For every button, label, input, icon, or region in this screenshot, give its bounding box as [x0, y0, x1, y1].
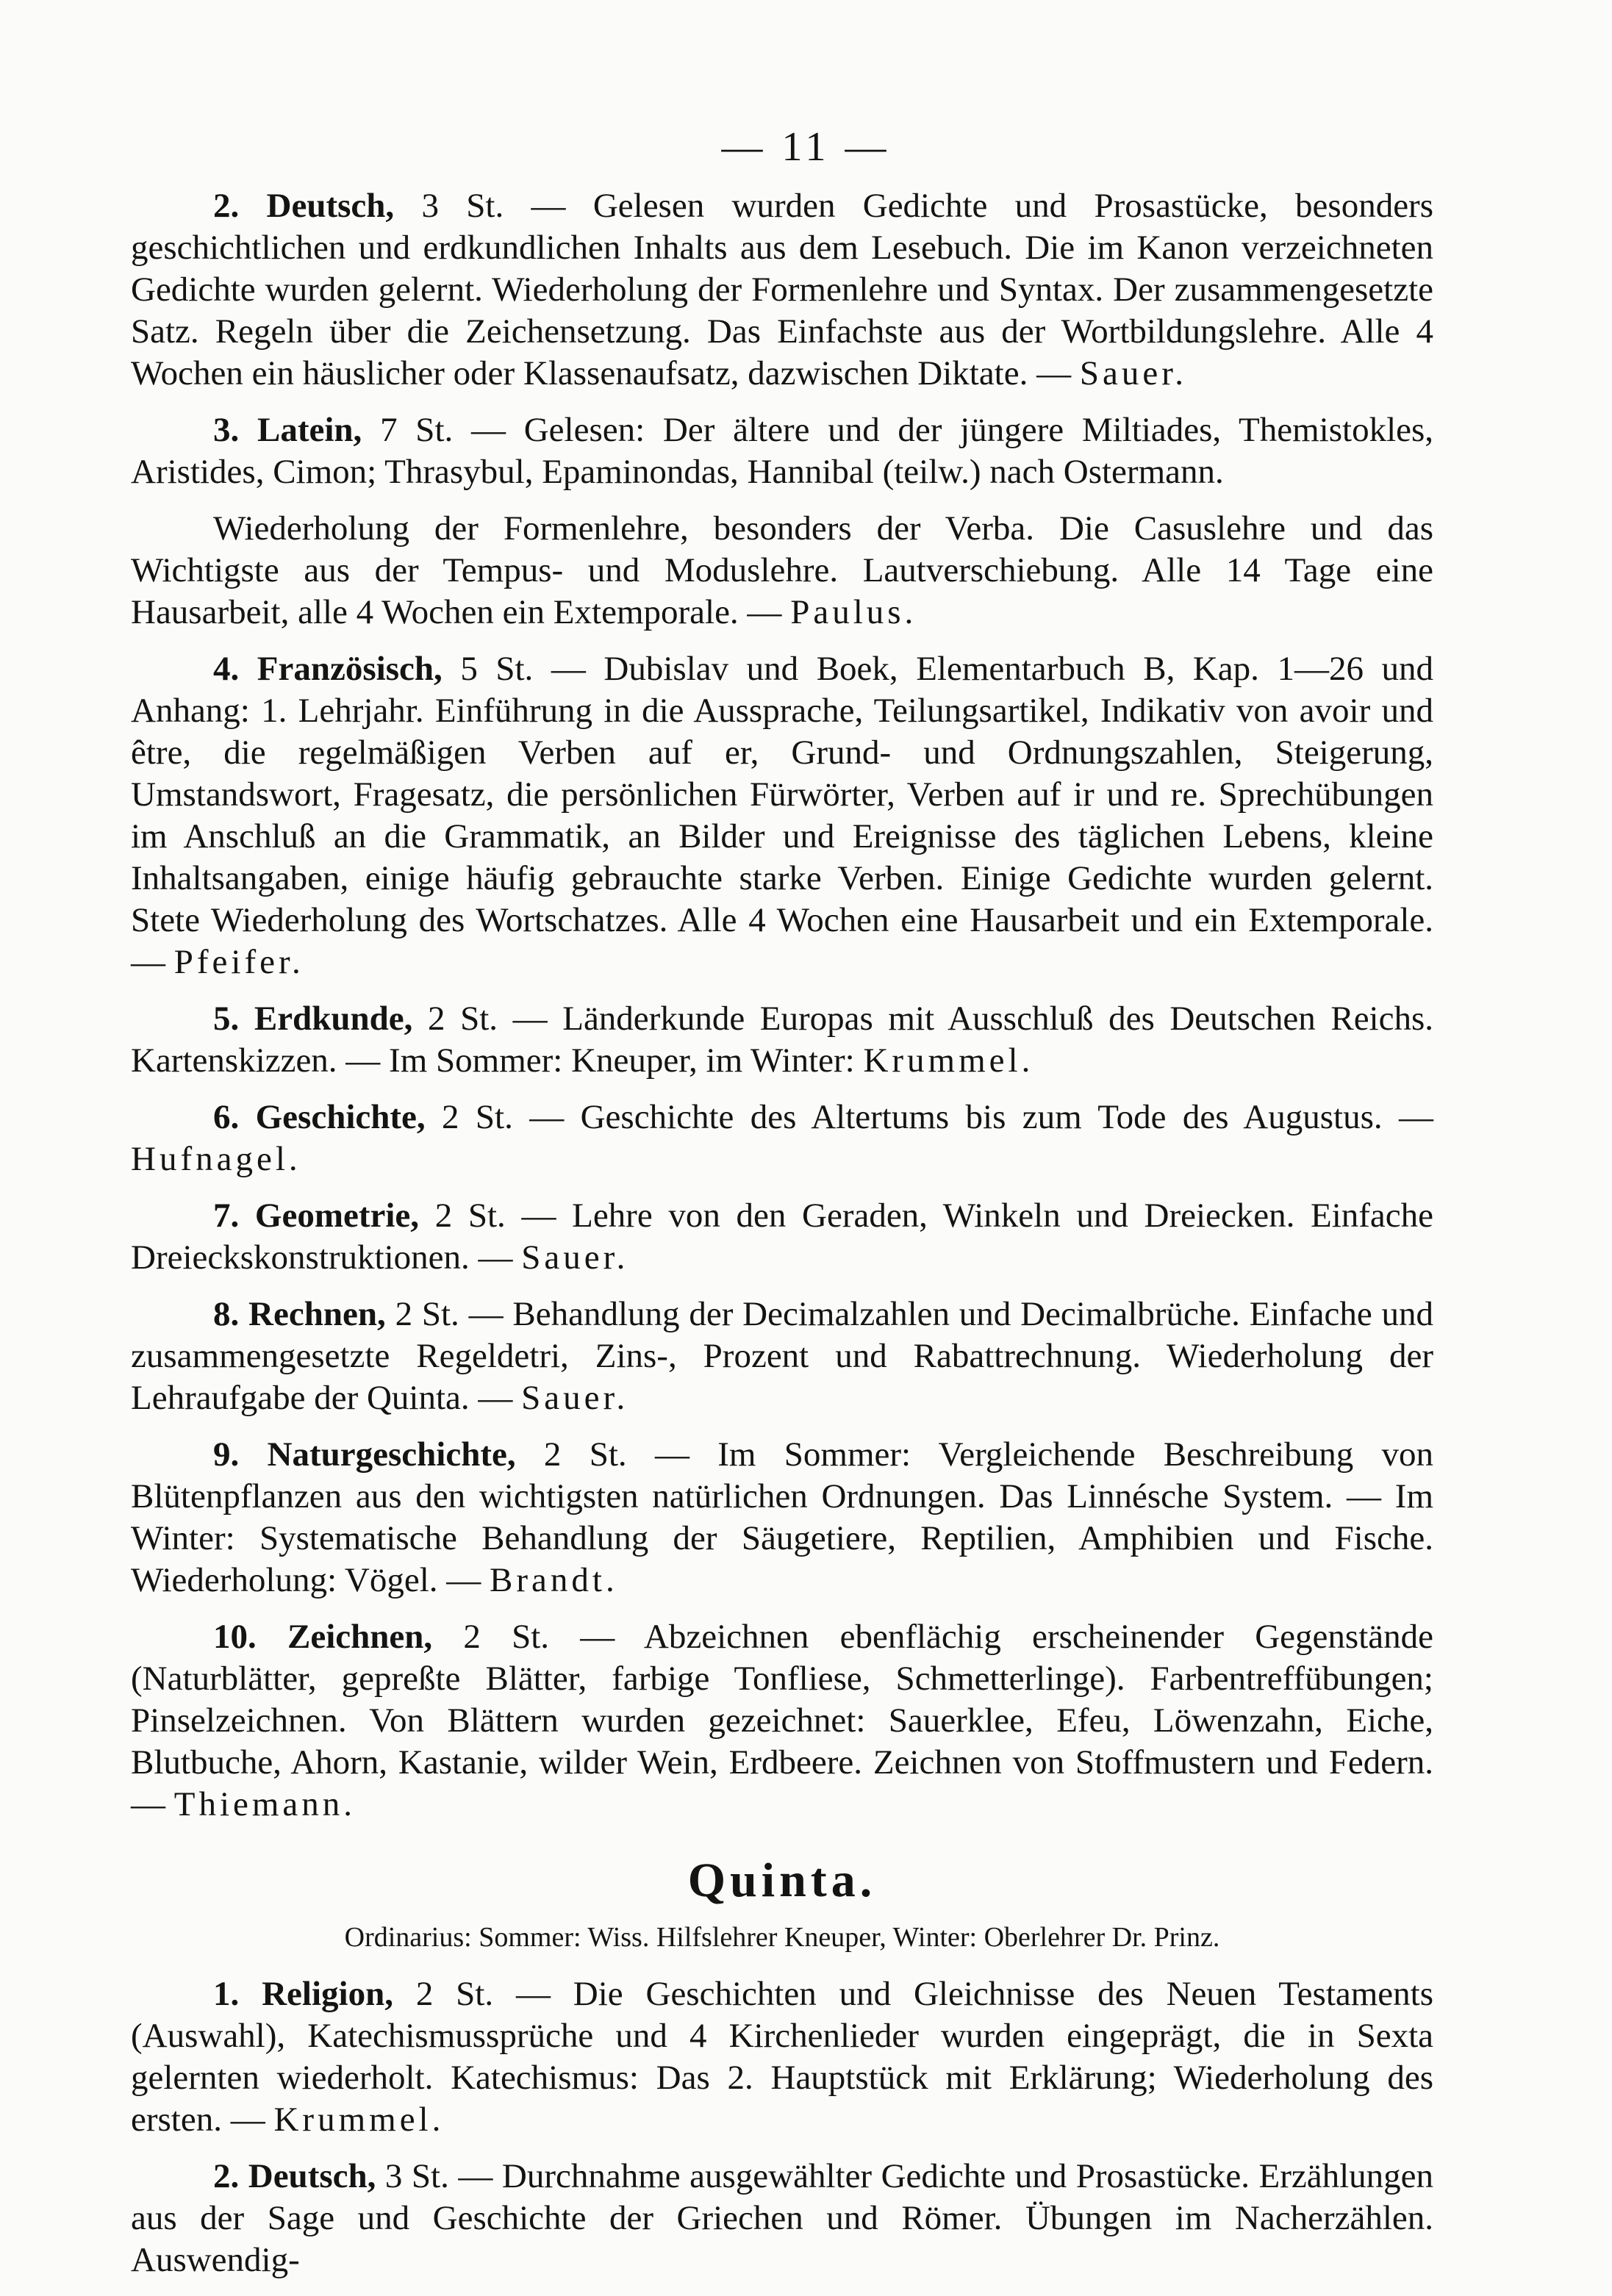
- hours: 2 St.: [434, 1197, 506, 1235]
- subject-label: 2. Deutsch,: [213, 2157, 376, 2195]
- hours: 2 St.: [442, 1098, 513, 1136]
- teacher-name: Krummel.: [273, 2101, 445, 2139]
- teacher-name: Sauer.: [521, 1379, 629, 1417]
- paragraph-sexta-geometrie: [131, 1195, 1433, 1279]
- hours: 7 St.: [380, 411, 454, 449]
- subject-label: 1. Religion,: [213, 1975, 393, 2013]
- page-body: [131, 185, 1433, 2296]
- teacher-name: Sauer.: [521, 1238, 629, 1277]
- ordinarius-line: Ordinarius: Sommer: Wiss. Hilfslehrer Kneuper, Winter: Oberlehrer Dr. Prinz.: [344, 1922, 1220, 1953]
- paragraph-text: — Gelesen wurden Gedichte und Prosastücke, besonders geschichtlichen und erdkundlichen Inhalts aus dem Lesebuch. Die im Kanon verzeichneten Gedichte wurden gelernt. Wiederholung der Formenlehre und Syntax. Der zusammengesetzte Satz. Regeln über die Zeichensetzung. Das Einfachste aus der Wortbildungslehre. Alle 4 Wochen ein häuslicher oder Klassenaufsatz, dazwischen Diktate. —: [131, 187, 1433, 392]
- subject-label: 7. Geometrie,: [213, 1197, 420, 1235]
- paragraph-text: — Im Sommer: Vergleichende Beschreibung von Blütenpflanzen aus den wichtigsten natürlichen Ordnungen. Das Linnésche System. — Im Winter: Systematische Behandlung der Säugetiere, Reptilien, Amphibien und Fische. Wiederholung: Vögel. —: [131, 1435, 1433, 1599]
- subject-label: 3. Latein,: [213, 411, 362, 449]
- subject-label: 2. Deutsch,: [213, 187, 395, 225]
- hours: 2 St.: [543, 1435, 627, 1474]
- hours: 2 St.: [427, 1000, 498, 1038]
- paragraph-text: — Die Geschichten und Gleichnisse des Neuen Testaments (Auswahl), Katechismussprüche und 4 Kirchenlieder wurden eingeprägt, die in Sexta gelernten wiederholt. Katechismus: Das 2. Hauptstück mit Erklärung; Wiederholung des ersten. —: [131, 1975, 1434, 2139]
- paragraph-sexta-deutsch: [131, 185, 1433, 395]
- paragraph-text: — Abzeichnen ebenflächig erscheinender Gegenstände (Naturblätter, gepreßte Blätter, farbige Tonfliese, Schmetterlinge). Farbentreffübungen; Pinselzeichnen. Von Blättern wurden gezeichnet: Sauerklee, Efeu, Löwenzahn, Eiche, Blutbuche, Ahorn, Kastanie, wilder Wein, Erdbeere. Zeichnen von Stoffmustern und Federn. —: [131, 1618, 1433, 1823]
- paragraph-text: — Lehre von den Geraden, Winkeln und Dreiecken. Einfache Dreieckskonstruktionen. —: [131, 1197, 1434, 1277]
- subject-label: 8. Rechnen,: [213, 1295, 386, 1333]
- teacher-name: Sauer.: [1079, 354, 1188, 392]
- paragraph-quinta-religion: [131, 1973, 1433, 2141]
- teacher-name: Krummel.: [863, 1041, 1034, 1080]
- paragraph-sexta-geschichte: [131, 1097, 1433, 1180]
- hours: 3 St.: [421, 187, 504, 225]
- paragraph-sexta-latein-cont: [131, 508, 1433, 634]
- hours: 5 St.: [460, 650, 534, 688]
- paragraph-text: — Durchnahme ausgewählter Gedichte und Prosastücke. Erzählungen aus der Sage und Geschichte der Griechen und Römer. Übungen im Nacherzählen. Auswendig-: [131, 2157, 1434, 2279]
- paragraph-sexta-naturgeschichte: [131, 1434, 1433, 1601]
- hours: 2 St.: [395, 1295, 459, 1333]
- paragraph-sexta-franzoesisch: [131, 648, 1433, 983]
- teacher-name: Pfeifer.: [173, 943, 304, 981]
- paragraph-text: — Behandlung der Decimalzahlen und Decimalbrüche. Einfache und zusammengesetzte Regeldetri, Zins-, Prozent und Rabattrechnung. Wiederholung der Lehraufgabe der Quinta. —: [131, 1295, 1434, 1417]
- paragraph-text: — Dubislav und Boek, Elementarbuch B, Kap. 1—26 und Anhang: 1. Lehrjahr. Einführung in die Aussprache, Teilungsartikel, Indikativ von avoir und être, die regelmäßigen Verben auf er, Grund- und Ordnungszahlen, Steigerung, Umstandswort, Fragesatz, die persönlichen Fürwörter, Verben auf ir und re. Sprechübungen im Anschluß an die Grammatik, an Bilder und Ereignisse des täglichen Lebens, kleine Inhaltsangaben, einige häufig gebrauchte starke Verben. Einige Gedichte wurden gelernt. Stete Wiederholung des Wortschatzes. Alle 4 Wochen eine Hausarbeit und ein Extemporale. —: [131, 650, 1434, 981]
- paragraph-sexta-zeichnen: [131, 1616, 1433, 1826]
- hours: 3 St.: [384, 2157, 449, 2195]
- hours: 2 St.: [463, 1618, 550, 1656]
- hours: 2 St.: [415, 1975, 494, 2013]
- section-heading-quinta: Quinta.: [687, 1854, 877, 1907]
- paragraph-text: — Länderkunde Europas mit Ausschluß des Deutschen Reichs. Kartenskizzen. — Im Sommer: Kneuper, im Winter:: [131, 1000, 1434, 1080]
- teacher-name: Hufnagel.: [131, 1140, 301, 1178]
- subject-label: 6. Geschichte,: [213, 1098, 426, 1136]
- paragraph-quinta-deutsch: [131, 2156, 1433, 2281]
- teacher-name: Paulus.: [790, 593, 917, 631]
- paragraph-text: — Geschichte des Altertums bis zum Tode des Augustus. —: [529, 1098, 1434, 1136]
- subject-label: 10. Zeichnen,: [213, 1618, 433, 1656]
- paragraph-sexta-rechnen: [131, 1294, 1433, 1419]
- paragraph-text: — Gelesen: Der ältere und der jüngere Miltiades, Themistokles, Aristides, Cimon; Thrasybul, Epaminondas, Hannibal (teilw.) nach Ostermann.: [131, 411, 1434, 491]
- paragraph-sexta-erdkunde: [131, 998, 1433, 1082]
- subject-label: 5. Erdkunde,: [213, 1000, 413, 1038]
- teacher-name: Brandt.: [490, 1561, 618, 1599]
- teacher-name: Thiemann.: [173, 1785, 357, 1823]
- subject-label: 4. Französisch,: [213, 650, 443, 688]
- page-number: — 11 —: [721, 124, 891, 170]
- paragraph-sexta-latein: [131, 409, 1433, 493]
- subject-label: 9. Naturgeschichte,: [213, 1435, 516, 1474]
- paragraph-text: Wiederholung der Formenlehre, besonders der Verba. Die Casuslehre und das Wichtigste aus der Tempus- und Moduslehre. Lautverschiebung. Alle 14 Tage eine Hausarbeit, alle 4 Wochen ein Extemporale. —: [131, 509, 1433, 631]
